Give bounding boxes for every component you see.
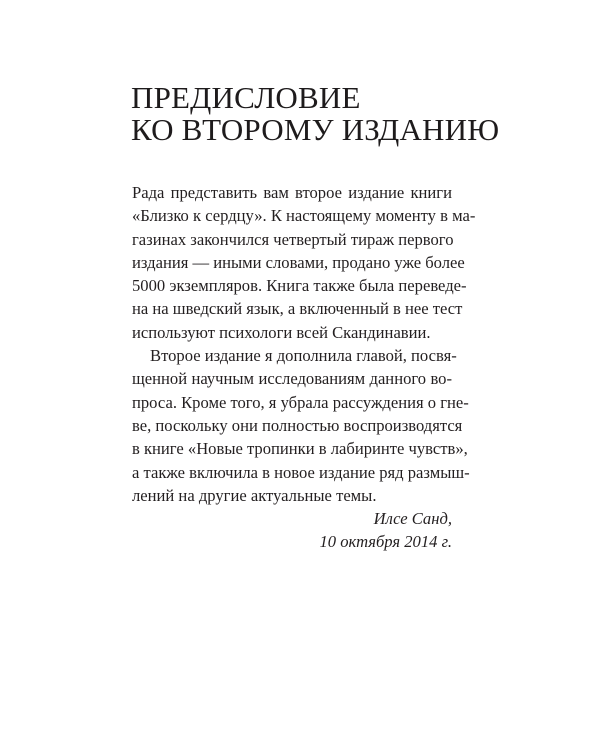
preface-body	[132, 181, 476, 554]
title-line-2: КО ВТОРОМУ ИЗДАНИЮ	[131, 112, 500, 147]
text-line: лений на другие актуальные темы.	[132, 485, 377, 505]
text-line: используют психологи всей Скандинавии.	[132, 322, 431, 342]
text-line: Рада представить вам второе издание книги	[132, 183, 452, 202]
text-line: Второе издание я дополнила главой, посвя-	[150, 346, 457, 366]
title-line-1: ПРЕДИСЛОВИЕ	[131, 80, 361, 115]
text-line: издания — иными словами, продано уже более	[132, 252, 465, 272]
signature-author: Илсе Санд,	[373, 509, 452, 529]
text-line: «Близко к сердцу». К настоящему моменту в ма-	[132, 206, 476, 226]
text-line: щенной научным исследованиям данного во-	[132, 369, 452, 389]
text-line: ве, поскольку они полностью воспроизводятся	[132, 415, 463, 435]
text-line: проса. Кроме того, я убрала рассуждения о гне-	[132, 392, 469, 412]
signature-date: 10 октября 2014 г.	[319, 532, 452, 552]
paragraph-2	[132, 344, 470, 507]
text-line: в книге «Новые тропинки в лабиринте чувств»,	[132, 439, 468, 459]
paragraph-1	[132, 181, 476, 344]
text-line: на на шведский язык, а включенный в нее тест	[132, 299, 463, 319]
text-line: газинах закончился четвертый тираж первого	[132, 229, 454, 249]
page-title	[131, 82, 499, 146]
text-line: а также включила в новое издание ряд размыш-	[132, 462, 470, 482]
text-line: 5000 экземпляров. Книга также была переведе-	[132, 276, 467, 296]
